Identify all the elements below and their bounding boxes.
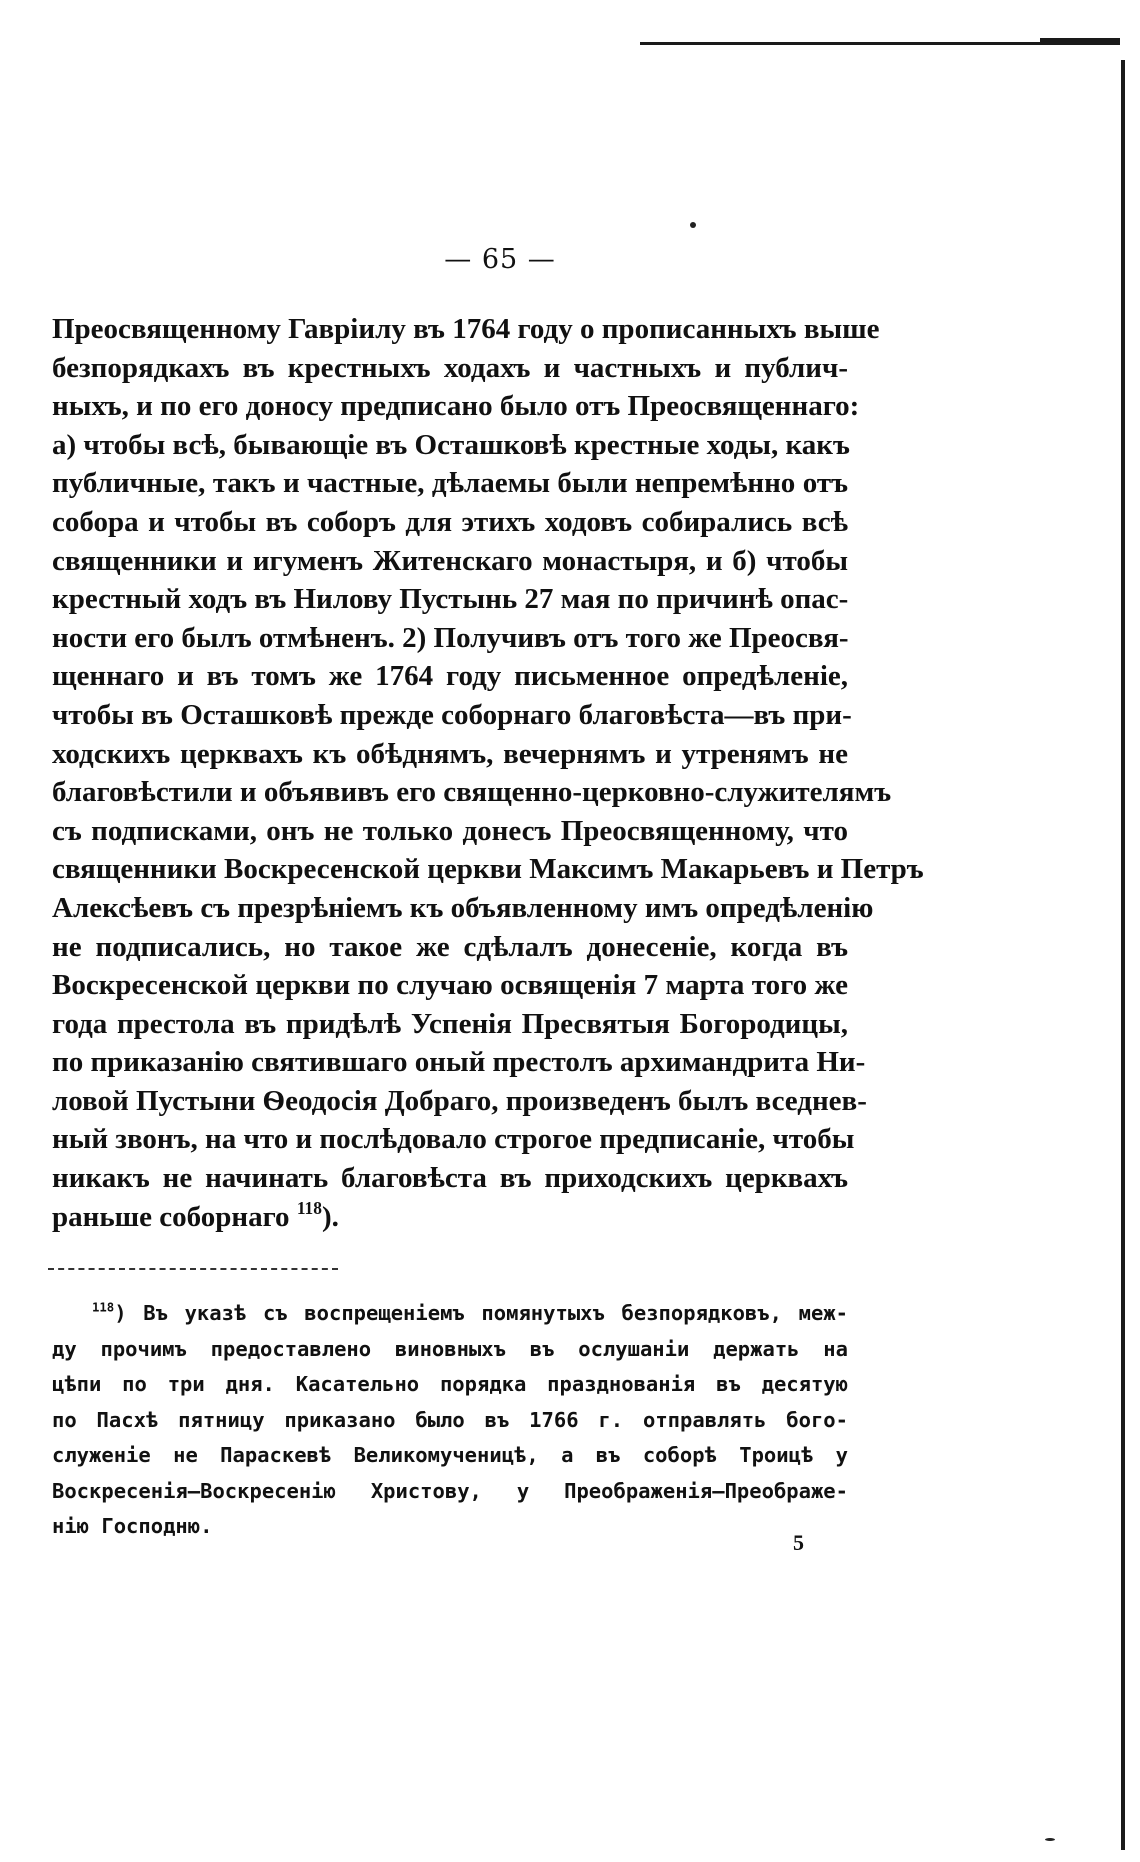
text-line: Воскресенской церкви по случаю освященiя 7 марта того же [52,969,848,1002]
footnote-first-text: ) Въ указѣ съ воспрещенiемъ помянутыхъ безпорядковъ, меж- [114,1301,848,1325]
text-line: благовѣстили и объявивъ его священно-церковно-служителямъ [52,776,892,809]
text-line: а) чтобы всѣ, бывающiе въ Осташковѣ крестные ходы, какъ [52,428,850,461]
text-line-last [52,1198,848,1237]
footnote-block [52,1296,848,1545]
text-line: ныхъ, и по его доносу предписано было отъ Преосвященнаго: [52,390,860,423]
page-right-edge [1121,60,1125,1850]
text-line: священники и игуменъ Житенскаго монастыря, и б) чтобы [52,544,848,577]
top-edge-rule-dark [1040,38,1120,44]
footnote-line: Воскресенiя—Воскресенiю Христову, у Преображенiя—Преображе- [52,1478,848,1503]
text-line: съ подписками, онъ не только донесъ Преосвященному, что [52,814,848,847]
footnote-line-first [52,1296,848,1332]
text-line: не подписались, но такое же сдѣлалъ донесенiе, когда въ [52,930,848,963]
footnote-separator [48,1268,338,1270]
footnote-line: цѣпи по три дня. Касательно порядка празднованiя въ десятую [52,1372,848,1396]
text-line-last-body: раньше соборнаго [52,1200,297,1233]
text-line: Алексѣевъ съ презрѣнiемъ къ объявленному имъ опредѣленiю [52,891,874,924]
text-line: безпорядкахъ въ крестныхъ ходахъ и частныхъ и публич- [52,351,848,384]
text-line: года престола въ придѣлѣ Успенiя Пресвятыя Богородицы, [52,1007,848,1040]
ink-speck [690,222,696,228]
text-line: Преосвященному Гаврiилу въ 1764 году о прописанныхъ выше [52,313,880,345]
text-line: ный звонъ, на что и послѣдовало строгое предписанiе, чтобы [52,1123,855,1156]
main-text-block [52,310,924,1236]
footnote-line: ду прочимъ предоставлено виновныхъ въ ослушанiи держать на [52,1336,848,1361]
text-line: публичные, такъ и частные, дѣлаемы были непремѣнно отъ [52,467,848,500]
text-line: ности его былъ отмѣненъ. 2) Получивъ отъ того же Преосвя- [52,621,849,654]
text-line: чтобы въ Осташковѣ прежде соборнаго благовѣста—въ при- [52,698,852,731]
text-line: по приказанiю святившаго оный престолъ архимандрита Ни- [52,1046,866,1079]
text-line: крестный ходъ въ Нилову Пустынь 27 мая по причинѣ опас- [52,583,849,616]
text-line: щеннаго и въ томъ же 1764 году письменное опредѣленiе, [52,660,848,693]
text-line-last-tail: ). [321,1200,339,1233]
text-line: ходскихъ церквахъ къ обѣднямъ, вечернямъ и утренямъ не [52,737,848,770]
text-line: ловой Пустыни Ѳеодосiя Добраго, произведенъ былъ вседнев- [52,1084,867,1117]
footnote-line: по Пасхѣ пятницу приказано было въ 1766 г. отправлять бого- [52,1407,848,1432]
ink-speck [1045,1838,1055,1841]
signature-mark: 5 [793,1530,804,1555]
footnote-line-last: нiю Господню. [52,1514,213,1538]
footnote-line: служенiе не Параскевѣ Великомученицѣ, а въ соборѣ Троицѣ у [52,1443,848,1467]
footnote-number: 118 [92,1300,115,1315]
footnote-reference: 118 [296,1197,322,1218]
text-line: священники Воскресенской церкви Максимъ Макарьевъ и Петръ [52,853,924,886]
page-number: — 65 — [444,244,556,275]
text-line: собора и чтобы въ соборъ для этихъ ходовъ собирались всѣ [52,505,848,538]
text-line: никакъ не начинать благовѣста въ приходскихъ церквахъ [52,1162,848,1195]
